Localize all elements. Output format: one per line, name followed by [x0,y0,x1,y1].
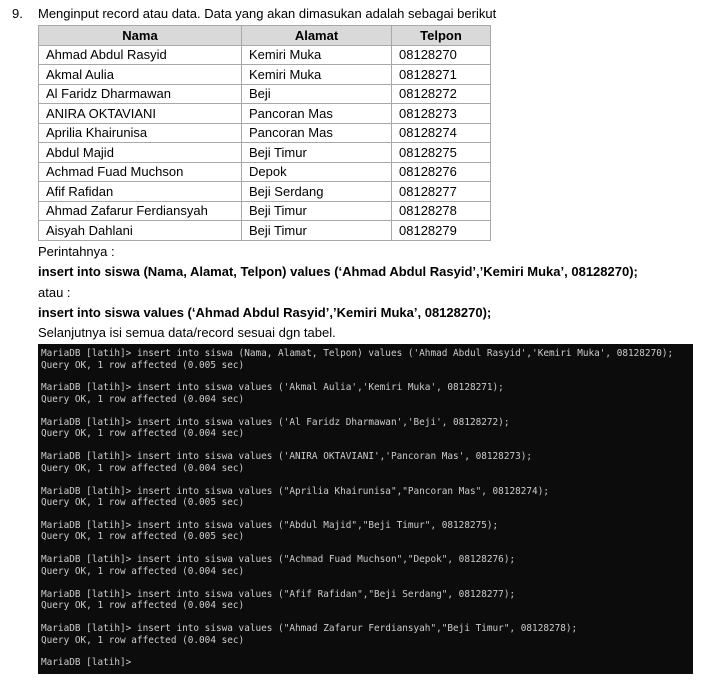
student-table [38,25,491,241]
terminal-result-line: Query OK, 1 row affected (0.005 sec) [41,497,245,509]
cell-telpon: 08128276 [392,162,491,182]
table-row [39,65,491,85]
cell-telpon: 08128272 [392,84,491,104]
terminal-result-line: Query OK, 1 row affected (0.004 sec) [41,565,245,577]
terminal-result-line: Query OK, 1 row affected (0.004 sec) [41,634,245,646]
terminal-command-line: MariaDB [latih]> insert into siswa values ("Aprilia Khairunisa","Pancoran Mas", 08128274); [41,485,549,497]
cell-telpon: 08128275 [392,143,491,163]
cell-telpon: 08128277 [392,182,491,202]
cell-nama: Ahmad Zafarur Ferdiansyah [39,201,242,221]
cell-alamat: Beji [242,84,392,104]
terminal-command-line: MariaDB [latih]> insert into siswa values ("Afif Rafidan","Beji Serdang", 08128277); [41,588,516,600]
terminal-result-line: Query OK, 1 row affected (0.004 sec) [41,600,245,612]
table-row [39,143,491,163]
cell-nama: Aisyah Dahlani [39,221,242,241]
table-row [39,45,491,65]
terminal-command-line: MariaDB [latih]> insert into siswa values ("Achmad Fuad Muchson","Depok", 08128276); [41,554,516,566]
table-row [39,201,491,221]
cell-telpon: 08128273 [392,104,491,124]
cell-nama: Achmad Fuad Muchson [39,162,242,182]
terminal-command-line: MariaDB [latih]> insert into siswa (Nama, Alamat, Telpon) values ('Ahmad Abdul Rasyid','Kemiri Muka', 08128270); [41,348,674,359]
terminal-result-line: Query OK, 1 row affected (0.005 sec) [41,359,245,371]
table-row [39,84,491,104]
table-body [39,45,491,240]
cell-alamat: Beji Timur [242,201,392,221]
terminal-result-line: Query OK, 1 row affected (0.005 sec) [41,531,245,543]
cell-nama: Aprilia Khairunisa [39,123,242,143]
table-row [39,123,491,143]
terminal-window[interactable] [38,344,693,674]
terminal-result-line: Query OK, 1 row affected (0.004 sec) [41,393,245,405]
cell-alamat: Beji Serdang [242,182,392,202]
intro-text: Menginput record atau data. Data yang akan dimasukan adalah sebagai berikut [38,6,497,21]
table-row [39,162,491,182]
cell-telpon: 08128278 [392,201,491,221]
cell-telpon: 08128274 [392,123,491,143]
cell-nama: ANIRA OKTAVIANI [39,104,242,124]
cell-alamat: Pancoran Mas [242,123,392,143]
terminal-result-line: Query OK, 1 row affected (0.004 sec) [41,462,245,474]
cell-nama: Ahmad Abdul Rasyid [39,45,242,65]
cell-telpon: 08128279 [392,221,491,241]
cell-nama: Afif Rafidan [39,182,242,202]
cell-alamat: Beji Timur [242,221,392,241]
terminal-command-line: MariaDB [latih]> insert into siswa values ('Akmal Aulia','Kemiri Muka', 08128271); [41,382,504,394]
cell-nama: Al Faridz Dharmawan [39,84,242,104]
cell-alamat: Kemiri Muka [242,45,392,65]
terminal-result-line: Query OK, 1 row affected (0.004 sec) [41,428,245,440]
cell-alamat: Pancoran Mas [242,104,392,124]
cell-alamat: Beji Timur [242,143,392,163]
item-number: 9. [12,6,23,21]
terminal-prompt[interactable]: MariaDB [latih]> [41,657,132,669]
terminal-command-line: MariaDB [latih]> insert into siswa values ("Ahmad Zafarur Ferdiansyah","Beji Timur", 08128278); [41,623,578,634]
cell-nama: Abdul Majid [39,143,242,163]
cell-alamat: Kemiri Muka [242,65,392,85]
cell-telpon: 08128271 [392,65,491,85]
cell-telpon: 08128270 [392,45,491,65]
terminal-command-line: MariaDB [latih]> insert into siswa values ("Abdul Majid","Beji Timur", 08128275); [41,519,499,531]
command-insert-with-columns: insert into siswa (Nama, Alamat, Telpon) values (‘Ahmad Abdul Rasyid’,’Kemiri Muka’, 08128270); [38,264,638,279]
header-alamat: Alamat [242,26,392,46]
table-row [39,104,491,124]
terminal-command-line: MariaDB [latih]> insert into siswa values ('ANIRA OKTAVIANI','Pancoran Mas', 08128273); [41,451,533,463]
table-header-row [39,26,491,46]
table-row [39,182,491,202]
cell-nama: Akmal Aulia [39,65,242,85]
selanjutnya-text: Selanjutnya isi semua data/record sesuai dgn tabel. [38,325,336,340]
atau-label: atau : [38,285,71,300]
terminal-command-line: MariaDB [latih]> insert into siswa values ('Al Faridz Dharmawan','Beji', 08128272); [41,416,510,428]
header-nama: Nama [39,26,242,46]
perintah-label: Perintahnya : [38,244,115,259]
cell-alamat: Depok [242,162,392,182]
command-insert-values: insert into siswa values (‘Ahmad Abdul Rasyid’,’Kemiri Muka’, 08128270); [38,305,492,320]
header-telpon: Telpon [392,26,491,46]
table-row [39,221,491,241]
